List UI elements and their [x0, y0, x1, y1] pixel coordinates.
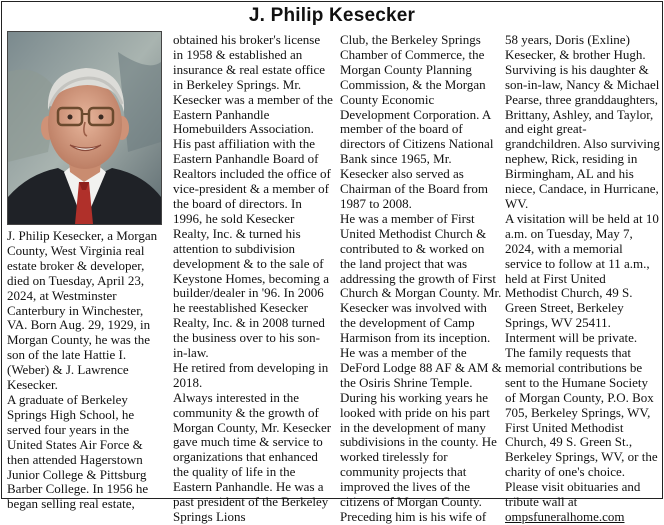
column-2	[173, 33, 333, 525]
obituary-paragraph: obtained his broker's license in 1958 & established an insurance & real estate office in Berkeley Springs. Mr. Kesecker was a member of the Eastern Panhandle Homebuilders Association. His past affiliation with the Eastern Panhandle Board of Realtors included the office of vice-president & a member of the board of directors. In 1996, he sold Kesecker Realty, Inc. & turned his attention to subdivision development & to the sale of Keystone Homes, becoming a builder/dealer in '96. In 2006 he reestablished Kesecker Realty, Inc. & in 2008 turned the business over to his son-in-law.	[173, 32, 333, 361]
page-title: J. Philip Kesecker	[248, 5, 416, 26]
portrait-illustration	[8, 32, 161, 224]
obituary-paragraph: He retired from developing in 2018.	[173, 359, 329, 390]
column-1	[7, 31, 164, 512]
obituary-paragraph: A visitation will be held at 10 a.m. on Tuesday, May 7, 2024, with a memorial service to follow at 11 a.m., held at First United Methodist Church, 49 S. Green Street, Berkeley Springs, WV 25411. Interment will be private.	[505, 210, 659, 346]
column-4	[505, 33, 661, 525]
obituary-paragraph: Preceding him is his wife of	[340, 509, 487, 524]
obituary-page	[1, 1, 663, 524]
portrait-photo	[7, 31, 162, 225]
obituary-paragraph: Always interested in the community & the growth of Morgan County, Mr. Kesecker gave much time & service to organizations that enhanced the quality of life in the Eastern Panhandle. He was a past president of the Berkeley Springs Lions	[173, 389, 332, 524]
obituary-paragraph: J. Philip Kesecker, a Morgan County, West Virginia real estate broker & developer, died on Tuesday, April 23, 2024, at Westminster Canterbury in Winchester, VA. Born Aug. 29, 1929, in Morgan County, he was the son of the late Hattie I. (Weber) & J. Lawrence Kesecker.	[7, 228, 158, 393]
obituary-paragraph: The family requests that memorial contributions be sent to the Humane Society of Morgan County, P.O. Box 705, Berkeley Springs, WV, First United Methodist Church, 49 S. Green St., Berkeley Springs, WV, or the charity of one's choice.	[505, 345, 658, 480]
obituary-paragraph: Please visit obituaries and tribute wall at	[505, 479, 641, 510]
obituary-paragraph: 58 years, Doris (Exline) Kesecker, & brother Hugh. Surviving is his daughter & son-in-law, Nancy & Michael Pearse, three granddaughters, Brittany, Ashley, and Taylor, and eight great-grandchildren. Also surviving nephew, Rick, residing in Birmingham, AL and his niece, Candace, in Hurricane, WV.	[505, 32, 660, 211]
obituary-paragraph: A graduate of Berkeley Springs High School, he served four years in the United States Air Force & then attended Hagerstown Junior College & Pittsburg Barber College. In 1956 he began selling real estate,	[7, 391, 149, 512]
funeral-home-link[interactable]: ompsfuneralhome.com	[505, 509, 625, 524]
obituary-paragraph: He was a member of First United Methodist Church & contributed to & worked on the land project that was addressing the growth of First Church & Morgan County. Mr. Kesecker was involved with the development of Camp Harmison from its inception. He was a member of the DeFord Lodge 88 AF & AM & the Osiris Shrine Temple. During his working years he looked with pride on his part in the development of many subdivisions in the county. He worked tirelessly for community projects that improved the lives of the citizens of Morgan County.	[340, 210, 502, 510]
column-3	[340, 33, 502, 525]
obituary-paragraph: Club, the Berkeley Springs Chamber of Commerce, the Morgan County Planning Commission, & the Morgan County Economic Development Corporation. A member of the board of directors of Citizens National Bank since 1965, Mr. Kesecker also served as Chairman of the Board from 1987 to 2008.	[340, 32, 494, 211]
